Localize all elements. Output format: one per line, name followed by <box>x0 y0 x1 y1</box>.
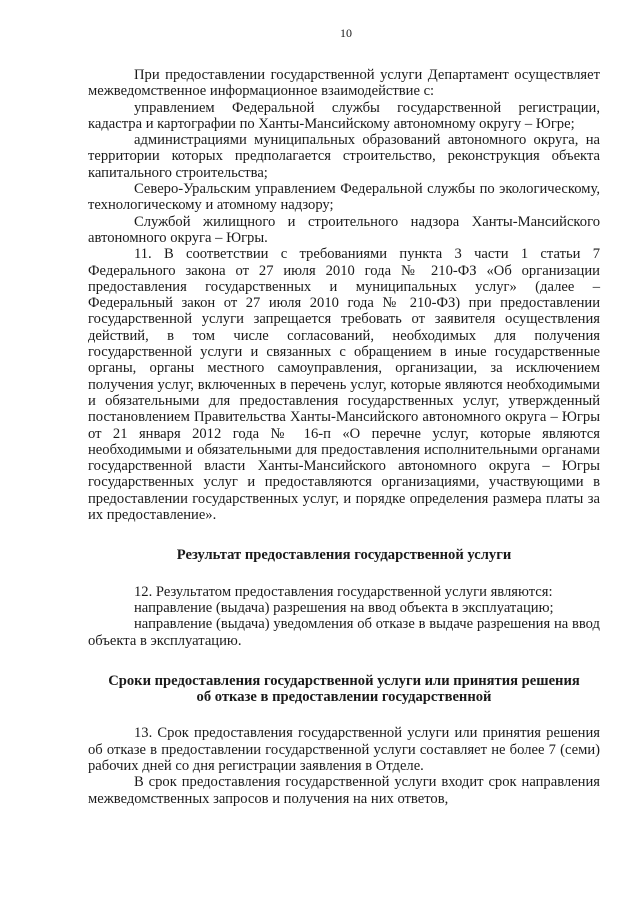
paragraph-municipal-administrations: администрациями муниципальных образований автономного округа, на территории которых предполагается строительство, реконструкция объекта капитального строительства; <box>88 132 600 181</box>
paragraph-rosreestr: управлением Федеральной службы государственной регистрации, кадастра и картографии по Ханты-Мансийскому автономному округу – Югре; <box>88 99 600 132</box>
paragraph-housing-supervision: Службой жилищного и строительного надзора Ханты-Мансийского автономного округа – Югры. <box>88 213 600 246</box>
paragraph-term-includes: В срок предоставления государственной услуги входит срок направления межведомственных запросов и получения на них ответов, <box>88 774 600 807</box>
paragraph-item-11: 11. В соответствии с требованиями пункта 3 части 1 статьи 7 Федерального закона от 27 июля 2010 года № 210-ФЗ «Об организации предоставления государственных и муниципальных услуг» (далее – Федеральный закон от 27 июля 2010 года № 210-ФЗ) при предоставлении государственной услуги запрещается требовать от заявителя осуществления действий, в том числе согласований, необходимых для получения государственной услуги и связанных с обращением в иные государственные органы, органы местного самоуправления, организации, за исключением получения услуг, включенных в перечень услуг, которые являются необходимыми и обязательными для предоставления государственных услуг, утвержденный постановлением Правительства Ханты-Мансийского автономного округа – Югры от 21 января 2012 года № 16-п «О перечне услуг, которые являются необходимыми и обязательными для предоставления исполнительными органами государственной власти Ханты-Мансийского автономного округа – Югры государственных услуг и предоставляются организациями, участвующими в предоставлении государственных услуг, и порядке определения размера платы за их предоставление». <box>88 246 600 524</box>
paragraph-result-permit: направление (выдача) разрешения на ввод объекта в эксплуатацию; <box>134 599 554 616</box>
paragraph-result-refusal: направление (выдача) уведомления об отказе в выдаче разрешения на ввод объекта в эксплуатацию. <box>88 616 600 649</box>
paragraph-item-12: 12. Результатом предоставления государственной услуги являются: <box>134 583 553 600</box>
page-number: 10 <box>340 26 352 40</box>
paragraph-interaction-intro: При предоставлении государственной услуги Департамент осуществляет межведомственное информационное взаимодействие с: <box>88 67 600 100</box>
paragraph-item-13: 13. Срок предоставления государственной услуги или принятия решения об отказе в предоставлении государственной услуги составляет не более 7 (семи) рабочих дней со дня регистрации заявления в Отделе. <box>88 725 600 774</box>
section-heading-terms-line2: об отказе в предоставлении государственной <box>196 689 492 706</box>
paragraph-rostekhnadzor: Северо-Уральским управлением Федеральной службы по экологическому, технологическому и атомному надзору; <box>88 181 600 214</box>
section-heading-result: Результат предоставления государственной услуги <box>176 547 512 564</box>
section-heading-terms <box>88 673 600 706</box>
section-heading-terms-line1: Сроки предоставления государственной услуги или принятия решения <box>108 672 580 689</box>
